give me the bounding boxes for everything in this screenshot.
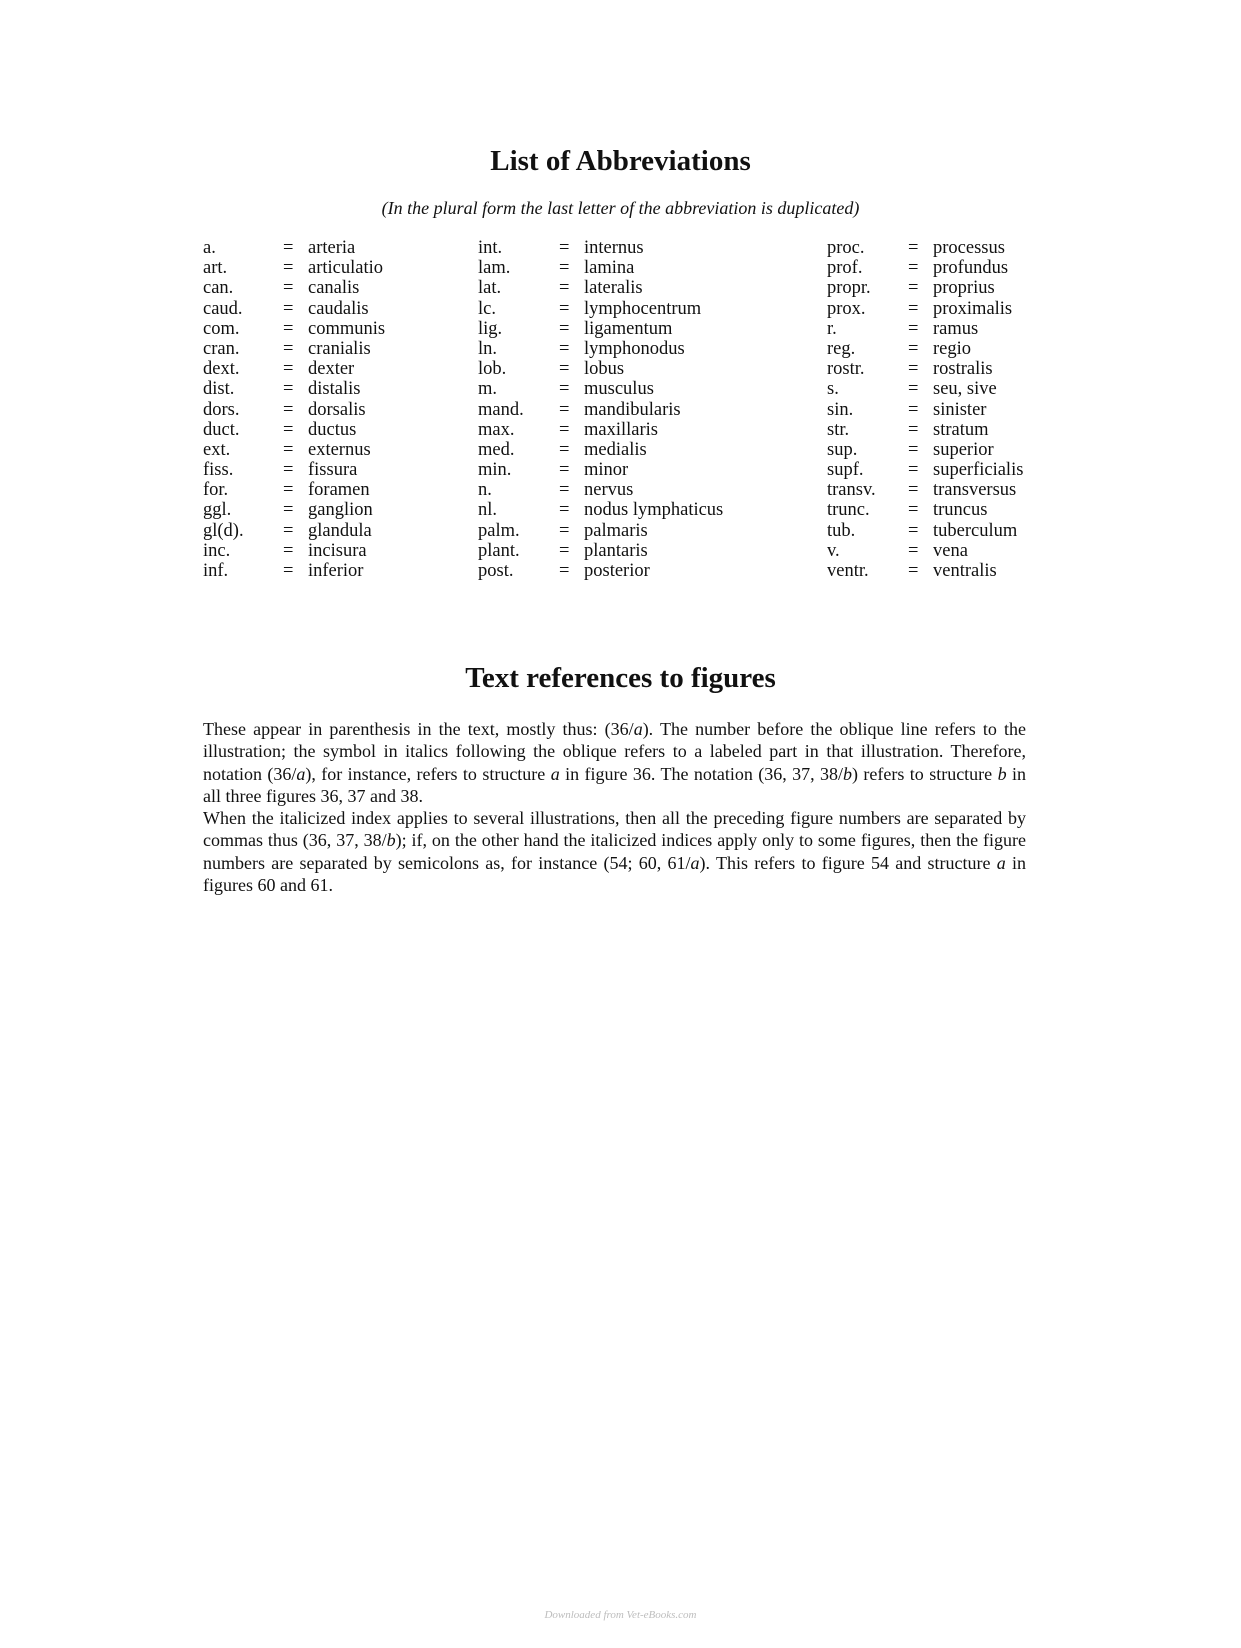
equals-sign: = bbox=[283, 298, 294, 319]
equals-sign: = bbox=[908, 258, 919, 279]
abbreviation-term: distalis bbox=[308, 379, 361, 400]
abbreviation-row bbox=[827, 319, 1023, 339]
abbreviation-row bbox=[203, 238, 385, 258]
equals-sign: = bbox=[908, 318, 919, 339]
equals-sign: = bbox=[283, 359, 294, 380]
abbreviation-term: lymphonodus bbox=[584, 338, 685, 359]
abbreviation-key: inf. bbox=[203, 561, 229, 581]
equals-sign: = bbox=[283, 419, 294, 440]
abbreviation-key: med. bbox=[478, 439, 515, 460]
abbreviation-key: prox. bbox=[827, 298, 866, 319]
equals-sign: = bbox=[559, 480, 570, 501]
abbreviation-key: str. bbox=[827, 419, 850, 440]
abbreviation-row bbox=[827, 521, 1023, 541]
abbreviation-key: sup. bbox=[827, 439, 858, 460]
abbreviation-row bbox=[827, 299, 1023, 319]
abbreviation-term: lymphocentrum bbox=[584, 298, 702, 319]
equals-sign: = bbox=[283, 238, 294, 258]
equals-sign: = bbox=[283, 460, 294, 481]
abbreviation-row bbox=[203, 500, 385, 520]
abbreviation-row bbox=[203, 359, 385, 379]
abbreviation-term: truncus bbox=[933, 500, 988, 521]
abbreviation-key: prof. bbox=[827, 258, 863, 279]
abbreviation-term: ventralis bbox=[933, 561, 997, 581]
abbreviation-term: seu, sive bbox=[933, 379, 997, 400]
abbreviation-key: n. bbox=[478, 480, 492, 501]
abbreviation-row bbox=[827, 359, 1023, 379]
abbreviation-term: superficialis bbox=[933, 460, 1024, 481]
equals-sign: = bbox=[559, 278, 570, 299]
italic-index: a bbox=[690, 852, 700, 873]
abbreviation-row bbox=[203, 258, 385, 278]
abbreviation-key: s. bbox=[827, 379, 839, 400]
equals-sign: = bbox=[908, 238, 919, 258]
abbreviation-key: lob. bbox=[478, 359, 507, 380]
equals-sign: = bbox=[559, 258, 570, 279]
equals-sign: = bbox=[908, 540, 919, 561]
text-run: ), for instance, refers to structure bbox=[305, 763, 551, 784]
abbreviation-row bbox=[478, 258, 723, 278]
abbreviation-row bbox=[478, 480, 723, 500]
abbreviation-term: stratum bbox=[933, 419, 989, 440]
equals-sign: = bbox=[283, 540, 294, 561]
equals-sign: = bbox=[908, 419, 919, 440]
abbreviation-row bbox=[478, 339, 723, 359]
abbreviation-row bbox=[478, 299, 723, 319]
abbreviation-row bbox=[478, 238, 723, 258]
equals-sign: = bbox=[283, 439, 294, 460]
abbreviation-term: transversus bbox=[933, 480, 1017, 501]
equals-sign: = bbox=[908, 460, 919, 481]
abbreviation-key: v. bbox=[827, 540, 840, 561]
abbreviation-row bbox=[478, 500, 723, 520]
abbreviation-term: palmaris bbox=[584, 520, 648, 541]
abbreviation-key: for. bbox=[203, 480, 229, 501]
abbreviation-term: rostralis bbox=[933, 359, 993, 380]
abbreviation-key: com. bbox=[203, 318, 240, 339]
abbreviation-term: minor bbox=[584, 460, 629, 481]
abbreviation-row bbox=[203, 561, 385, 581]
abbreviation-term: cranialis bbox=[308, 338, 371, 359]
abbreviation-term: processus bbox=[933, 238, 1005, 258]
equals-sign: = bbox=[559, 298, 570, 319]
abbreviation-column-2 bbox=[478, 238, 723, 581]
text-run: ). The number before the oblique line refers to the illustration; the symbol in italics following the oblique refers to a labeled part in that illustration. Therefore, notation (36/ bbox=[203, 719, 1026, 784]
equals-sign: = bbox=[283, 520, 294, 541]
abbreviation-term: internus bbox=[584, 238, 644, 258]
abbreviation-row bbox=[827, 339, 1023, 359]
abbreviation-row bbox=[827, 541, 1023, 561]
abbreviation-term: canalis bbox=[308, 278, 360, 299]
abbreviation-row bbox=[827, 278, 1023, 298]
equals-sign: = bbox=[908, 399, 919, 420]
abbreviation-column-3 bbox=[827, 238, 1023, 581]
abbreviation-row bbox=[203, 379, 385, 399]
text-references-body bbox=[203, 718, 1026, 896]
abbreviation-term: arteria bbox=[308, 238, 356, 258]
abbreviation-key: rostr. bbox=[827, 359, 865, 380]
abbreviation-row bbox=[478, 420, 723, 440]
text-run: ). This refers to figure 54 and structure bbox=[699, 852, 997, 873]
abbreviation-row bbox=[478, 521, 723, 541]
abbreviation-term: proximalis bbox=[933, 298, 1013, 319]
equals-sign: = bbox=[908, 278, 919, 299]
equals-sign: = bbox=[559, 338, 570, 359]
abbreviation-key: proc. bbox=[827, 238, 865, 258]
italic-index: b bbox=[843, 763, 853, 784]
abbreviation-term: plantaris bbox=[584, 540, 648, 561]
abbreviation-term: proprius bbox=[933, 278, 995, 299]
text-run: in all three figures 36, 37 and 38. bbox=[203, 763, 1026, 806]
equals-sign: = bbox=[908, 520, 919, 541]
abbreviation-row bbox=[203, 400, 385, 420]
abbreviation-row bbox=[478, 278, 723, 298]
abbreviation-term: dexter bbox=[308, 359, 355, 380]
abbreviation-key: art. bbox=[203, 258, 228, 279]
abbreviation-row bbox=[203, 278, 385, 298]
equals-sign: = bbox=[559, 540, 570, 561]
abbreviation-term: articulatio bbox=[308, 258, 383, 279]
abbreviation-term: lamina bbox=[584, 258, 635, 279]
equals-sign: = bbox=[559, 520, 570, 541]
equals-sign: = bbox=[283, 399, 294, 420]
italic-index: b bbox=[997, 763, 1007, 784]
abbreviation-key: reg. bbox=[827, 338, 856, 359]
equals-sign: = bbox=[559, 460, 570, 481]
abbreviation-term: sinister bbox=[933, 399, 987, 420]
abbreviation-row bbox=[478, 359, 723, 379]
abbreviation-key: inc. bbox=[203, 540, 231, 561]
abbreviation-key: palm. bbox=[478, 520, 520, 541]
equals-sign: = bbox=[283, 338, 294, 359]
equals-sign: = bbox=[283, 318, 294, 339]
abbreviation-term: incisura bbox=[308, 540, 367, 561]
abbreviation-row bbox=[203, 541, 385, 561]
download-watermark: Downloaded from Vet-eBooks.com bbox=[544, 1609, 697, 1621]
abbreviation-term: nodus lymphaticus bbox=[584, 500, 724, 521]
abbreviation-key: dext. bbox=[203, 359, 240, 380]
equals-sign: = bbox=[908, 298, 919, 319]
equals-sign: = bbox=[559, 379, 570, 400]
abbreviation-term: musculus bbox=[584, 379, 654, 400]
abbreviation-key: min. bbox=[478, 460, 512, 481]
abbreviation-key: ventr. bbox=[827, 561, 869, 581]
abbreviation-key: lig. bbox=[478, 318, 503, 339]
abbreviation-term: lobus bbox=[584, 359, 625, 380]
abbreviation-key: nl. bbox=[478, 500, 498, 521]
abbreviation-term: ganglion bbox=[308, 500, 373, 521]
equals-sign: = bbox=[559, 419, 570, 440]
equals-sign: = bbox=[908, 379, 919, 400]
abbreviation-key: ln. bbox=[478, 338, 498, 359]
abbreviation-column-1 bbox=[203, 238, 385, 581]
abbreviation-key: tub. bbox=[827, 520, 856, 541]
abbreviations-title: List of Abbreviations bbox=[490, 145, 751, 177]
abbreviation-row bbox=[827, 561, 1023, 581]
text-run: These appear in parenthesis in the text, mostly thus: (36/ bbox=[203, 719, 634, 739]
abbreviation-row bbox=[478, 379, 723, 399]
abbreviation-row bbox=[203, 480, 385, 500]
abbreviation-key: sin. bbox=[827, 399, 854, 420]
equals-sign: = bbox=[559, 238, 570, 258]
abbreviation-row bbox=[827, 480, 1023, 500]
abbreviation-term: ligamentum bbox=[584, 318, 673, 339]
italic-index: a bbox=[296, 763, 306, 784]
abbreviation-row bbox=[478, 460, 723, 480]
abbreviation-key: mand. bbox=[478, 399, 524, 420]
abbreviation-term: profundus bbox=[933, 258, 1009, 279]
abbreviation-term: externus bbox=[308, 439, 371, 460]
equals-sign: = bbox=[559, 359, 570, 380]
equals-sign: = bbox=[559, 439, 570, 460]
abbreviation-key: lam. bbox=[478, 258, 511, 279]
abbreviation-key: max. bbox=[478, 419, 515, 440]
abbreviation-row bbox=[827, 440, 1023, 460]
abbreviation-term: inferior bbox=[308, 561, 364, 581]
italic-index: b bbox=[386, 830, 396, 851]
italic-index: a bbox=[550, 763, 560, 784]
abbreviation-term: lateralis bbox=[584, 278, 643, 299]
abbreviation-term: communis bbox=[308, 318, 386, 339]
abbreviation-key: lat. bbox=[478, 278, 502, 299]
abbreviation-term: regio bbox=[933, 338, 972, 359]
abbreviation-key: duct. bbox=[203, 419, 240, 440]
abbreviation-row bbox=[203, 319, 385, 339]
abbreviation-term: caudalis bbox=[308, 298, 369, 319]
equals-sign: = bbox=[559, 561, 570, 581]
abbreviation-row bbox=[827, 238, 1023, 258]
abbreviation-row bbox=[203, 420, 385, 440]
abbreviation-row bbox=[827, 400, 1023, 420]
abbreviation-row bbox=[827, 379, 1023, 399]
text-run: in figure 36. The notation (36, 37, 38/ bbox=[559, 763, 844, 784]
abbreviation-row bbox=[203, 521, 385, 541]
equals-sign: = bbox=[908, 338, 919, 359]
abbreviation-key: cran. bbox=[203, 338, 240, 359]
equals-sign: = bbox=[559, 399, 570, 420]
abbreviation-term: superior bbox=[933, 439, 994, 460]
abbreviation-row bbox=[827, 258, 1023, 278]
abbreviation-row bbox=[478, 319, 723, 339]
references-paragraph-2 bbox=[203, 807, 1026, 896]
equals-sign: = bbox=[283, 561, 294, 581]
equals-sign: = bbox=[908, 480, 919, 501]
italic-index: a bbox=[633, 719, 643, 739]
abbreviation-key: ggl. bbox=[203, 500, 232, 521]
equals-sign: = bbox=[283, 258, 294, 279]
abbreviation-key: caud. bbox=[203, 298, 243, 319]
abbreviation-key: transv. bbox=[827, 480, 876, 501]
text-run: When the italicized index applies to several illustrations, then all the preceding figure numbers are separated by commas thus (36, 37, 38/ bbox=[203, 808, 1026, 851]
abbreviation-key: plant. bbox=[478, 540, 520, 561]
abbreviation-row bbox=[827, 500, 1023, 520]
abbreviation-row bbox=[203, 339, 385, 359]
abbreviation-term: foramen bbox=[308, 480, 370, 501]
abbreviation-term: fissura bbox=[308, 460, 358, 481]
equals-sign: = bbox=[908, 500, 919, 521]
equals-sign: = bbox=[559, 500, 570, 521]
references-paragraph-1 bbox=[203, 718, 1026, 807]
abbreviation-key: supf. bbox=[827, 460, 864, 481]
abbreviation-row bbox=[203, 299, 385, 319]
abbreviation-key: trunc. bbox=[827, 500, 870, 521]
abbreviation-term: nervus bbox=[584, 480, 634, 501]
abbreviation-key: lc. bbox=[478, 298, 496, 319]
equals-sign: = bbox=[283, 278, 294, 299]
abbreviation-row bbox=[478, 440, 723, 460]
abbreviation-row bbox=[203, 440, 385, 460]
abbreviation-key: post. bbox=[478, 561, 514, 581]
abbreviation-row bbox=[478, 541, 723, 561]
abbreviation-key: dist. bbox=[203, 379, 235, 400]
abbreviation-term: glandula bbox=[308, 520, 372, 541]
abbreviation-term: ramus bbox=[933, 318, 979, 339]
abbreviations-note: (In the plural form the last letter of the abbreviation is duplicated) bbox=[381, 198, 860, 218]
abbreviation-key: can. bbox=[203, 278, 234, 299]
equals-sign: = bbox=[283, 379, 294, 400]
equals-sign: = bbox=[908, 359, 919, 380]
equals-sign: = bbox=[283, 480, 294, 501]
abbreviation-term: vena bbox=[933, 540, 968, 561]
abbreviation-term: tuberculum bbox=[933, 520, 1018, 541]
abbreviation-key: propr. bbox=[827, 278, 871, 299]
italic-index: a bbox=[996, 852, 1006, 873]
abbreviation-key: fiss. bbox=[203, 460, 234, 481]
abbreviation-term: posterior bbox=[584, 561, 650, 581]
equals-sign: = bbox=[908, 561, 919, 581]
abbreviation-row bbox=[478, 400, 723, 420]
equals-sign: = bbox=[908, 439, 919, 460]
abbreviation-term: ductus bbox=[308, 419, 357, 440]
abbreviation-key: a. bbox=[203, 238, 216, 258]
abbreviation-key: m. bbox=[478, 379, 498, 400]
abbreviation-key: ext. bbox=[203, 439, 231, 460]
abbreviation-key: int. bbox=[478, 238, 503, 258]
abbreviation-row bbox=[203, 460, 385, 480]
equals-sign: = bbox=[559, 318, 570, 339]
abbreviation-key: dors. bbox=[203, 399, 240, 420]
abbreviation-row bbox=[478, 561, 723, 581]
abbreviation-term: maxillaris bbox=[584, 419, 658, 440]
text-references-title: Text references to figures bbox=[465, 662, 776, 694]
text-run: ); if, on the other hand the italicized indices apply only to some figures, then the figure numbers are separated by semicolons as, for instance (54; 60, 61/ bbox=[203, 830, 1026, 873]
equals-sign: = bbox=[283, 500, 294, 521]
abbreviation-key: gl(d). bbox=[203, 520, 244, 541]
abbreviation-term: medialis bbox=[584, 439, 647, 460]
abbreviation-key: r. bbox=[827, 318, 837, 339]
abbreviation-term: mandibularis bbox=[584, 399, 681, 420]
abbreviation-term: dorsalis bbox=[308, 399, 366, 420]
abbreviation-row bbox=[827, 460, 1023, 480]
text-run: ) refers to structure bbox=[852, 763, 998, 784]
text-run: in figures 60 and 61. bbox=[203, 852, 1026, 896]
abbreviation-row bbox=[827, 420, 1023, 440]
